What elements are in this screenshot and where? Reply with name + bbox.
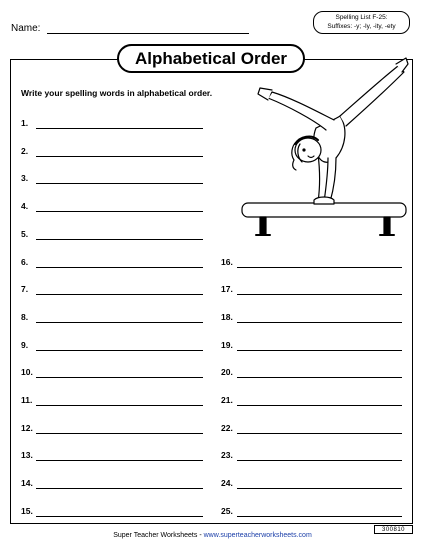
item-number: 20. [221, 367, 233, 378]
answer-line[interactable] [237, 405, 402, 406]
answer-item [21, 478, 206, 490]
item-number: 23. [221, 450, 233, 461]
item-number: 11. [21, 395, 33, 405]
footer-separator: - [197, 532, 204, 539]
answer-line[interactable] [36, 239, 203, 240]
item-number: 3. [21, 173, 29, 184]
item-number: 19. [221, 339, 233, 350]
answer-item [21, 395, 206, 407]
item-number: 9. [21, 339, 29, 350]
answer-item [21, 201, 206, 213]
answer-item [21, 367, 206, 379]
gymnast-arm [324, 158, 336, 202]
answer-item [21, 506, 206, 518]
answer-item [221, 506, 406, 518]
item-number: 15. [21, 505, 33, 516]
answer-item [221, 312, 406, 324]
item-number: 10. [21, 367, 33, 378]
item-number: 6. [21, 256, 29, 267]
spelling-list-suffixes: Suffixes: -y; -ly, -ity, -ety [327, 22, 396, 30]
answer-item [21, 423, 206, 435]
answer-line[interactable] [36, 128, 203, 129]
item-number: 13. [21, 450, 33, 461]
footer-url-link[interactable]: www.superteacherworksheets.com [203, 532, 312, 539]
answer-line[interactable] [237, 488, 402, 489]
answer-line[interactable] [237, 460, 402, 461]
answer-line[interactable] [36, 183, 203, 184]
spelling-list-badge [313, 11, 410, 34]
name-field-line[interactable] [47, 33, 249, 34]
item-number: 25. [221, 505, 233, 516]
answer-line[interactable] [36, 156, 203, 157]
beam-left-support [260, 217, 266, 235]
footer-company: Super Teacher Worksheets [113, 532, 198, 539]
answer-item [221, 367, 406, 379]
item-number: 17. [221, 284, 233, 295]
answer-line[interactable] [237, 516, 402, 517]
answer-item [221, 257, 406, 269]
answer-item [221, 284, 406, 296]
item-number: 22. [221, 422, 233, 433]
answer-line[interactable] [36, 488, 203, 489]
item-number: 21. [221, 395, 233, 405]
answer-line[interactable] [36, 322, 203, 323]
answer-item [221, 450, 406, 462]
answer-item [21, 312, 206, 324]
item-number: 14. [21, 478, 33, 489]
answer-line[interactable] [237, 267, 402, 268]
item-number: 1. [21, 118, 29, 128]
beam-right-support [384, 217, 390, 235]
answer-item [221, 340, 406, 352]
answer-item [21, 257, 206, 269]
answer-line[interactable] [36, 460, 203, 461]
answer-item [21, 118, 206, 130]
item-number: 12. [21, 422, 33, 433]
item-number: 7. [21, 284, 29, 295]
answer-line[interactable] [36, 267, 203, 268]
item-number: 4. [21, 201, 29, 212]
page-title: Alphabetical Order [117, 44, 305, 73]
answer-line[interactable] [237, 433, 402, 434]
answer-item [21, 173, 206, 185]
answer-line[interactable] [36, 350, 203, 351]
spelling-list-title: Spelling List F-25: [335, 14, 388, 21]
item-number: 16. [221, 256, 233, 267]
balance-beam [242, 203, 406, 217]
answer-item [21, 450, 206, 462]
answer-line[interactable] [237, 294, 402, 295]
answer-item [221, 423, 406, 435]
answer-item [221, 478, 406, 490]
item-number: 5. [21, 228, 29, 239]
answer-item [21, 284, 206, 296]
answer-line[interactable] [237, 377, 402, 378]
answer-line[interactable] [237, 322, 402, 323]
answer-item [21, 146, 206, 158]
worksheet-code: 300810 [374, 525, 413, 534]
gymnast-illustration [238, 50, 410, 240]
footer [0, 532, 425, 539]
answer-line[interactable] [36, 294, 203, 295]
item-number: 2. [21, 145, 29, 156]
name-label: Name: [11, 23, 41, 34]
gymnast-raised-leg [340, 66, 404, 126]
instruction-text: Write your spelling words in alphabetical order. [21, 88, 213, 98]
answer-line[interactable] [36, 433, 203, 434]
answer-item [221, 395, 406, 407]
item-number: 18. [221, 311, 233, 322]
answer-item [21, 229, 206, 241]
answer-line[interactable] [36, 377, 203, 378]
answer-line[interactable] [237, 350, 402, 351]
answer-item [21, 340, 206, 352]
answer-line[interactable] [36, 405, 203, 406]
item-number: 24. [221, 478, 233, 489]
item-number: 8. [21, 311, 29, 322]
gymnast-back-leg [268, 92, 334, 130]
answer-line[interactable] [36, 516, 203, 517]
answer-line[interactable] [36, 211, 203, 212]
